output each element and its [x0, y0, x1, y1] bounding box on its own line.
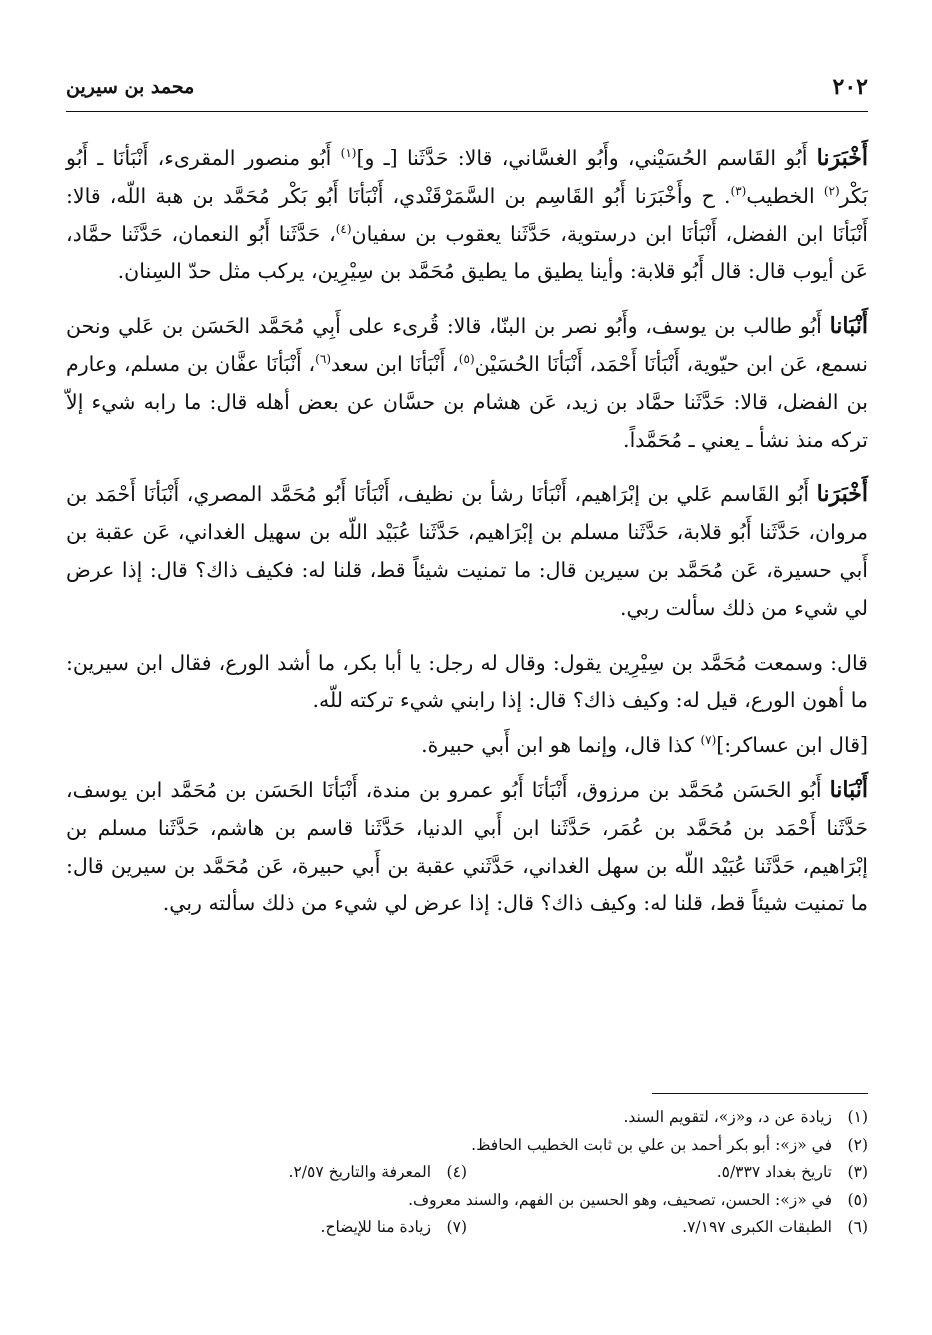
footnote-row: [66, 1214, 868, 1242]
text-run: [قال ابن عساكر:]: [716, 733, 868, 758]
footnote-marker: (٢): [823, 183, 840, 198]
text-run: أَبُو منصور المقرىء، أَنْبَأنَا ـ أَبُو بَكْر: [66, 146, 868, 208]
footnote-row: [66, 1104, 868, 1132]
footnote-row: [66, 1187, 868, 1215]
footnote-text: في «ز»: أبو بكر أحمد بن علي بن ثابت الخطيب الحافظ.: [471, 1135, 832, 1154]
footnote-row: [66, 1132, 868, 1160]
text-run: ، أَنْبَأنَا عفَّان بن مسلم، وعارم بن الفضل، قالا: حَدَّثَنا حمَّاد بن زيد، عَن هشام بن حسَّان عن بعض أهله قال: ما رابه شيء إلاّ تركه منذ نشأ ـ يعني ـ مُحَمَّداً.: [66, 351, 868, 452]
header-rule: [66, 111, 868, 112]
footnote-5: [408, 1187, 868, 1215]
footnote-marker: (٥): [458, 352, 475, 367]
text-run: أَبُو القَاسم الحُسَيْني، وأَبُو الغسَّاني، قالا: حَدَّثَنا [ـ و]: [356, 146, 817, 170]
text-run: ، حَدَّثَنا أَبُو النعمان، حَدَّثَنا حمَّاد، عَن أيوب قال: قال أَبُو قلابة: وأينا يطيق ما يطيق مُحَمَّد بن سِيْرِين، يركب مثل حدّ السِنان.: [66, 221, 868, 284]
footnote-3: [467, 1159, 868, 1187]
footnote-marker: (٦): [315, 352, 331, 367]
page-number: ٢٠٢: [832, 74, 868, 100]
footnote-rule: [652, 1093, 868, 1094]
footnote-marker: (٤): [335, 221, 352, 236]
page-header: [66, 60, 868, 100]
paragraph-6: [66, 772, 868, 923]
footnote-marker: (٧): [700, 733, 717, 748]
footnote-number: (٣): [847, 1163, 868, 1182]
paragraph-5: [66, 727, 868, 765]
footnote-marker: (٣): [730, 183, 747, 198]
footnote-text: زيادة عن د، و«ز»، لتقويم السند.: [623, 1108, 832, 1126]
footnote-text: زيادة منا للإيضاح.: [320, 1218, 431, 1237]
footnote-number: (٧): [446, 1218, 467, 1237]
text-run: أَبُو القَاسم عَلي بن إبْرَاهيم، أَنْبَأنَا رشأ بن نظيف، أَنْبَأنَا أَبُو مُحَمَّد المصري، أَنْبَأنَا أَحْمَد بن مروان، حَدَّثَنا أَبُو قلابة، حَدَّثَنا مسلم بن إبْرَاهيم، حَدَّثَنا عُبَيْد اللّه بن سهيل الغداني، عَن عقبة بن أَبي حسيرة، عَن مُحَمَّد بن سيرين قال: ما تمنيت شيئاً قط، قلنا له: فكيف ذاك؟ قال: إذا عرض لي شيء من ذلك سألت ربي.: [66, 482, 868, 620]
lead-word: أَخْبَرَنا: [816, 145, 868, 171]
footnote-4: [66, 1159, 467, 1187]
paragraph-4: [66, 645, 868, 721]
footnotes: [66, 1104, 868, 1242]
text-run: أَبُو الحَسَن مُحَمَّد بن مرزوق، أَنْبَأنَا أَبُو عمرو بن مندة، أَنْبَأنَا الحَسَن بن مُحَمَّد ابن يوسف، حَدَّثَنا أَحْمَد بن مُحَمَّد بن عُمَر، حَدَّثَنا ابن أَبي الدنيا، حَدَّثَنا قاسم بن هاشم، حَدَّثَنا مسلم بن إبْرَاهيم، حَدَّثَنا عُبَيْد اللّه بن سهل الغداني، حَدَّثَني عقبة بن أَبي حبيرة، عَن مُحَمَّد بن سيرين قال: ما تمنيت شيئاً قط، قلنا له: وكيف ذاك؟ قال: إذا عرض لي شيء من ذلك سألته ربي.: [66, 777, 868, 916]
footnote-1: [467, 1104, 868, 1132]
footnote-number: (٦): [847, 1218, 868, 1237]
paragraph-2: [66, 308, 868, 459]
text-run: كذا قال، وإنما هو ابن أَبي حبيرة.: [421, 733, 701, 758]
footnote-marker: (١): [340, 146, 357, 161]
text-run: . ح وأَخْبَرَنا أَبُو القَاسِم بن السَّمَرْقَنْدي، أَنْبَأنَا أَبُو بَكْر مُحَمَّد بن هبة اللّه، قالا: أَنْبَأنَا ابن الفضل، أَنْبَأنَا ابن درستوية، حَدَّثَنا يعقوب بن سفيان: [66, 183, 868, 246]
footnote-number: (٢): [847, 1135, 868, 1154]
footnote-number: (١): [847, 1108, 868, 1126]
text-run: أَبُو طالب بن يوسف، وأَبُو نصر بن البنّا، قالا: قُرىء على أَبِي مُحَمَّد الحَسَن بن عَلي ونحن نسمع، عَن ابن حيّوية، أَنْبَأنَا أَحْمَد، أَنْبَأنَا الحُسَيْن: [66, 314, 868, 376]
footnote-text: المعرفة والتاريخ ٢/٥٧.: [288, 1163, 431, 1182]
lead-word: أَنْبَانا: [829, 776, 868, 803]
paragraph-1: [66, 140, 868, 291]
lead-word: أَخْبَرَنا: [816, 481, 868, 508]
footnote-text: تاريخ بغداد ٥/٣٣٧.: [716, 1163, 832, 1182]
footnote-text: في «ز»: الحسن، تصحيف، وهو الحسين بن الفهم، والسند معروف.: [408, 1190, 832, 1209]
footnote-text: الطبقات الكبرى ٧/١٩٧.: [682, 1218, 832, 1237]
lead-word: أَنْبَانا: [829, 313, 868, 340]
footnote-number: (٤): [446, 1163, 467, 1182]
footnote-2: [467, 1132, 868, 1160]
main-text: [66, 140, 868, 940]
text-run: ، أَنْبَأنَا ابن سعد: [331, 351, 459, 376]
footnote-number: (٥): [847, 1190, 868, 1209]
text-run: الخطيب: [746, 183, 824, 208]
footnote-6: [467, 1214, 868, 1242]
footnote-7: [66, 1214, 467, 1242]
running-title: محمد بن سيرين: [66, 76, 195, 98]
paragraph-3: [66, 476, 868, 627]
text-run: قال: وسمعت مُحَمَّد بن سِيْرِين يقول: وقال له رجل: يا أبا بكر، ما أشد الورع، فقال ابن سيرين: ما أهون الورع، قيل له: وكيف ذاك؟ قال: إذا رابني شيء تركته للّه.: [66, 650, 868, 713]
footnote-row: [66, 1159, 868, 1187]
